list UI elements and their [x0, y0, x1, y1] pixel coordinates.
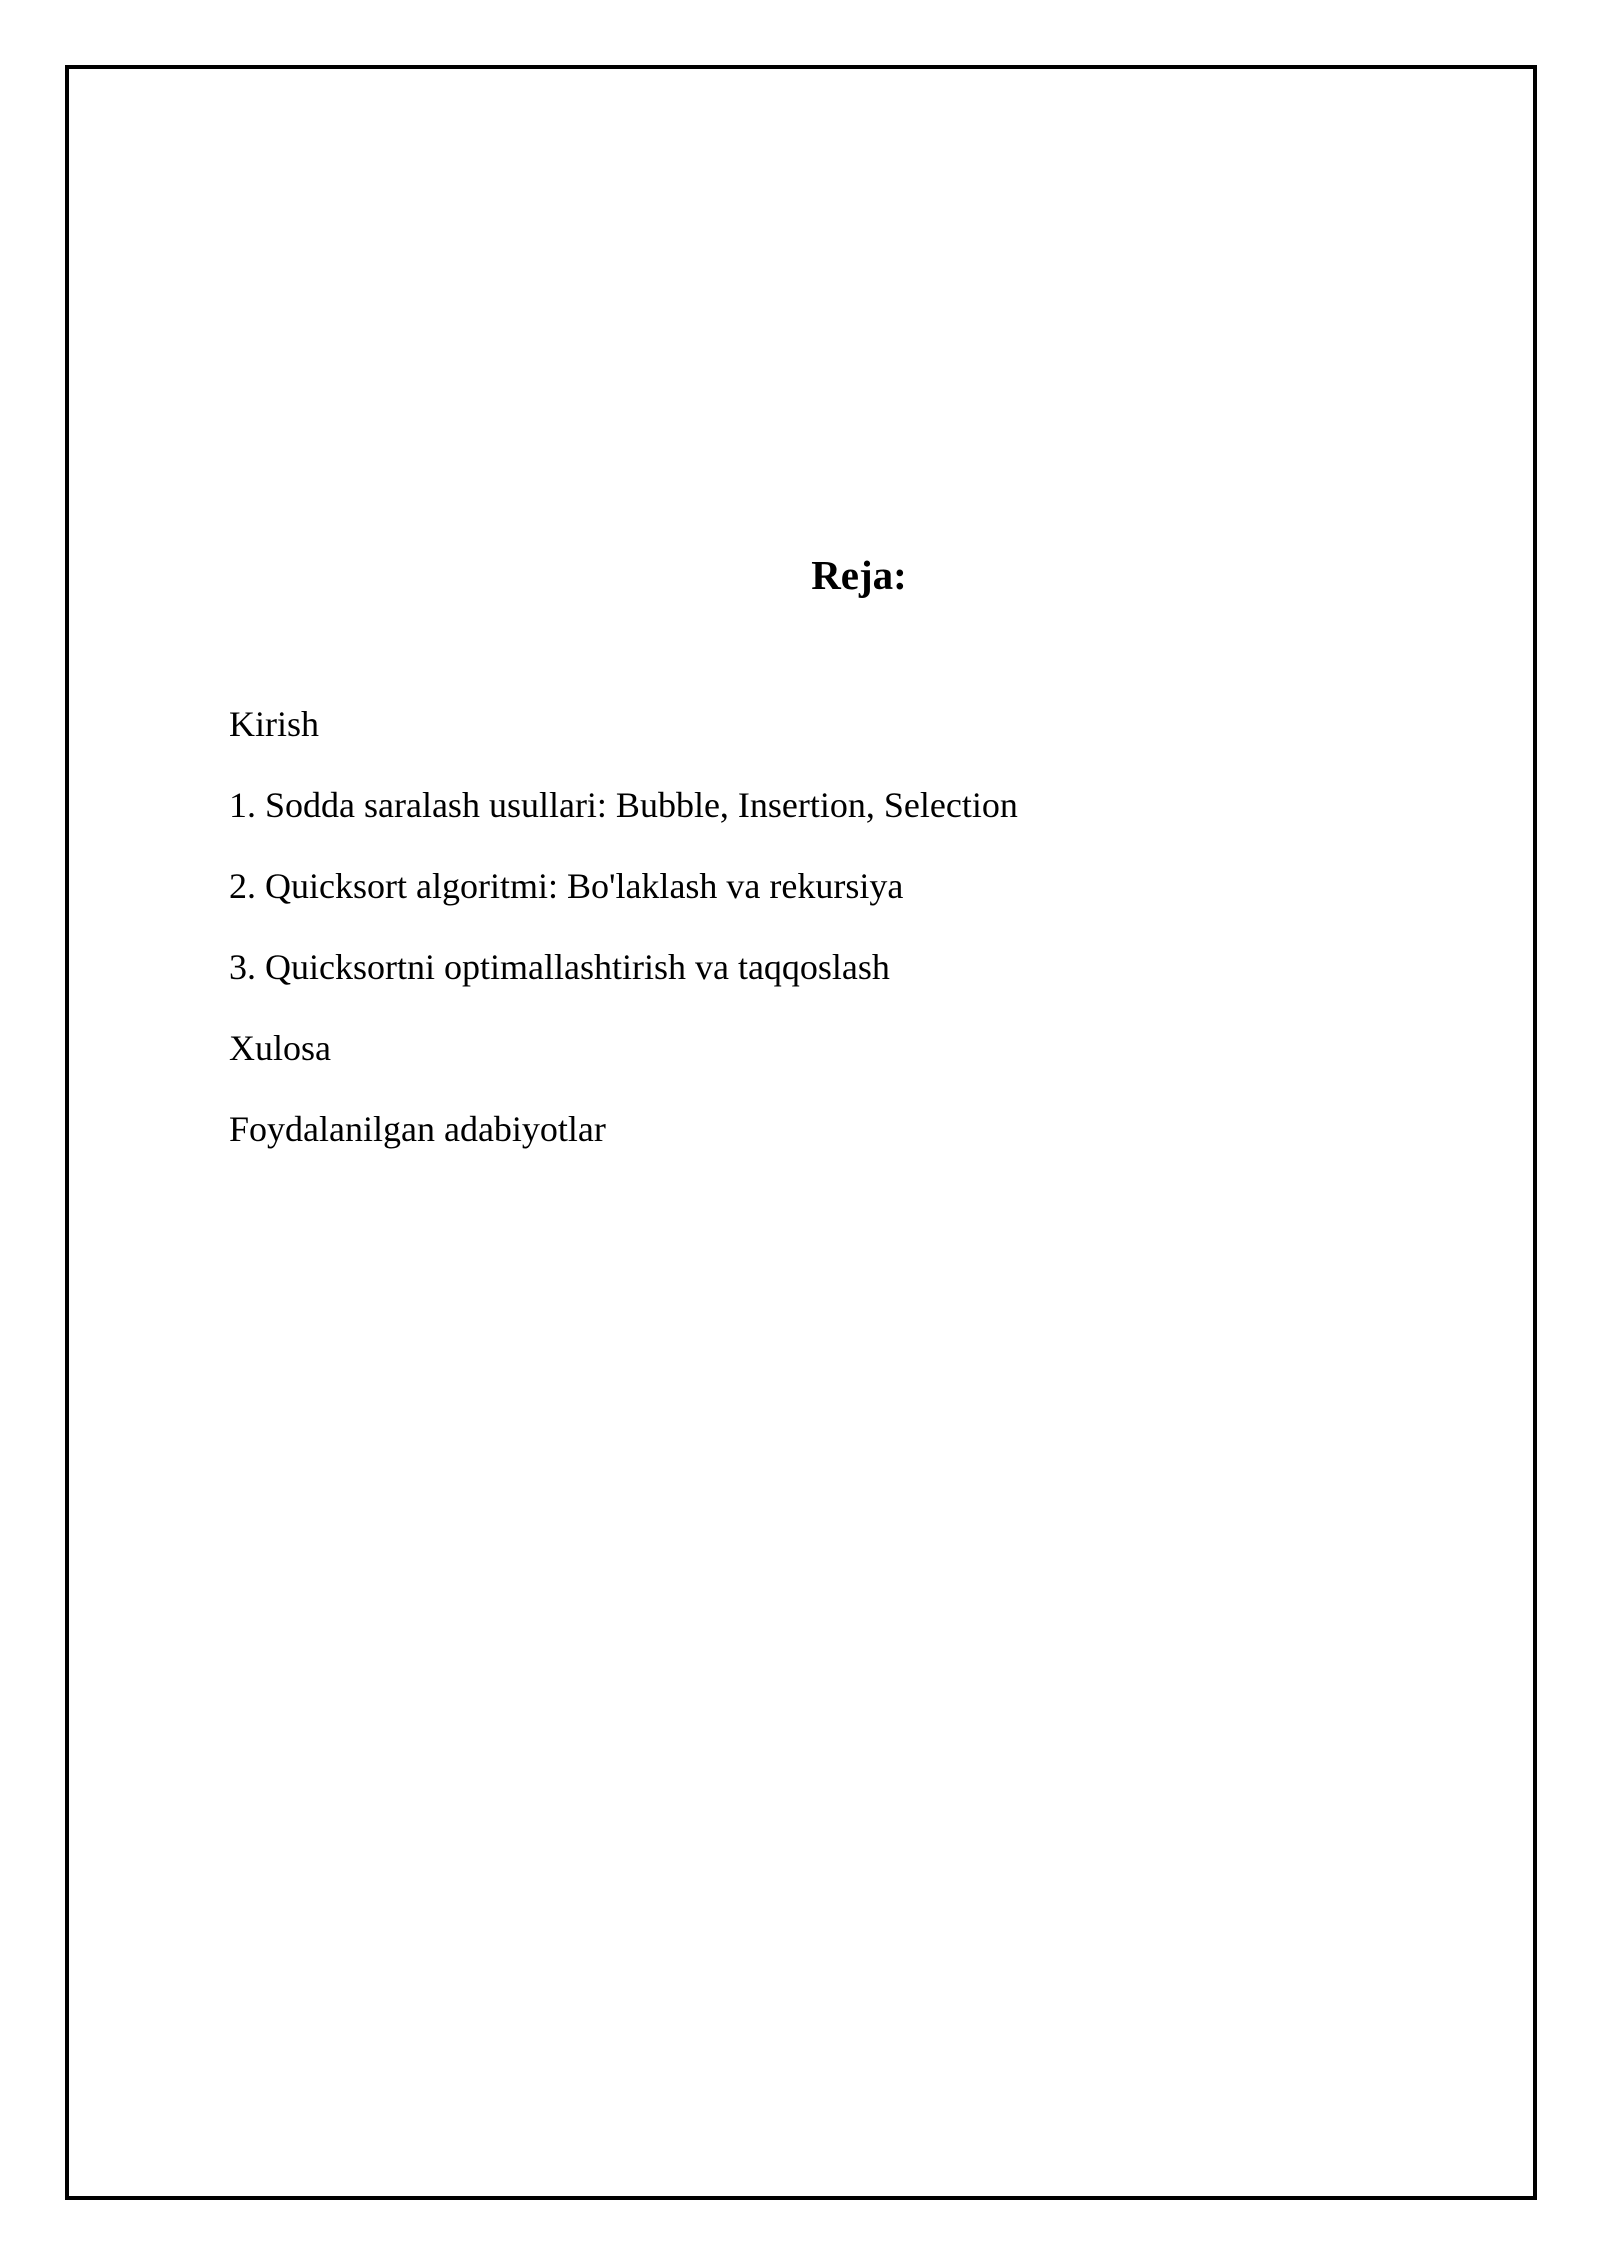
plan-item-simple-sorting: 1. Sodda saralash usullari: Bubble, Insertion, Selection: [229, 785, 1018, 825]
plan-item-conclusion: Xulosa: [229, 1028, 331, 1068]
plan-item-quicksort: 2. Quicksort algoritmi: Bo'laklash va rekursiya: [229, 866, 904, 906]
plan-item-references: Foydalanilgan adabiyotlar: [229, 1109, 606, 1149]
page-title: Reja:: [811, 552, 907, 598]
plan-item-introduction: Kirish: [229, 704, 319, 744]
plan-list: [229, 700, 1018, 1186]
plan-item-optimization: 3. Quicksortni optimallashtirish va taqqoslash: [229, 947, 890, 987]
